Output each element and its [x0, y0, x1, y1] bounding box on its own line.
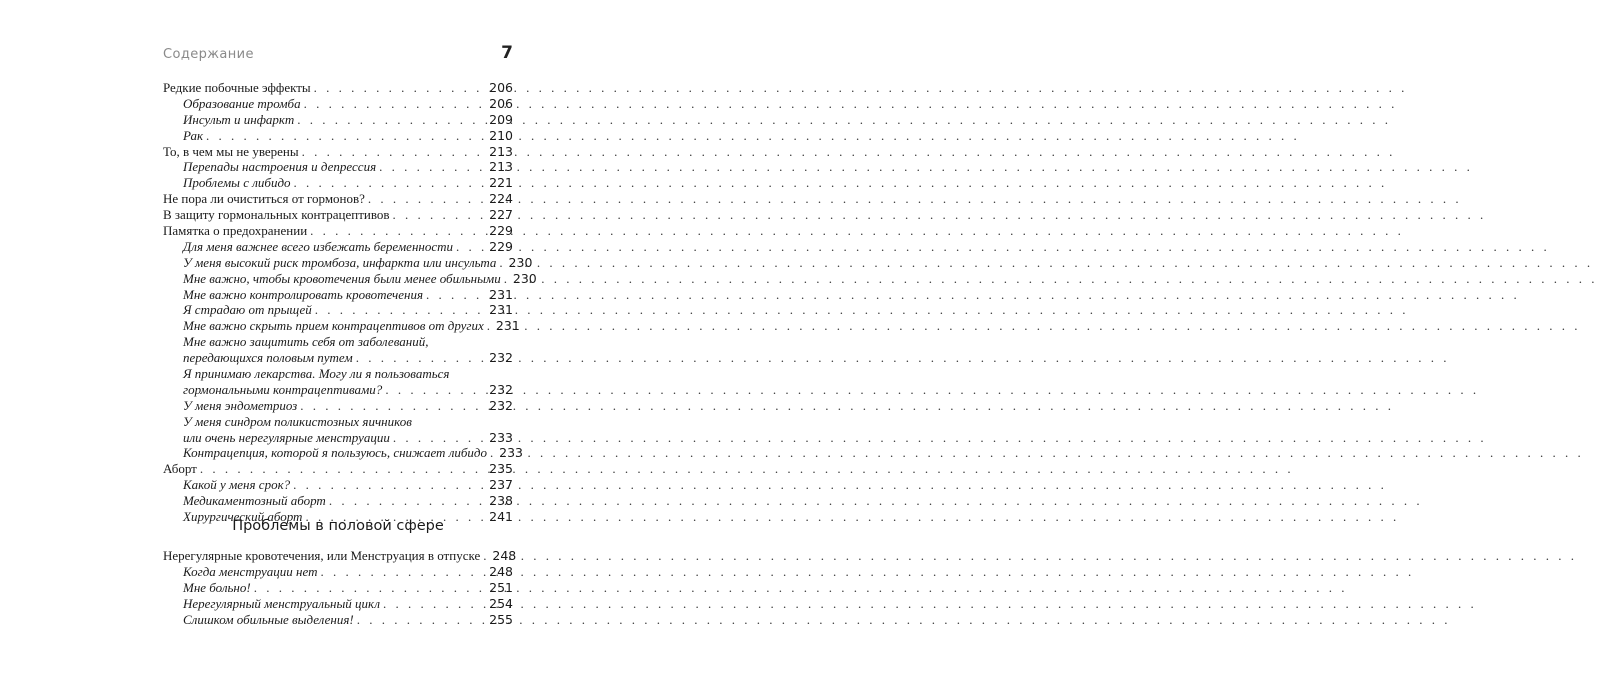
toc-entry-title: То, в чем мы не уверены	[163, 143, 299, 159]
dot-leader	[315, 302, 486, 318]
toc-entry-page: 235	[489, 461, 513, 477]
toc-entry-title: Контрацепция, которой я пользуюсь, снижает либидо	[183, 445, 487, 461]
dot-leader	[379, 159, 486, 175]
dot-leader	[254, 580, 486, 596]
toc-entry	[163, 493, 513, 509]
dot-leader	[200, 461, 486, 477]
dot-leader	[499, 255, 505, 271]
toc-entry	[163, 254, 533, 271]
dot-leader	[368, 191, 486, 207]
toc-entry-page: 238	[489, 493, 513, 509]
dot-leader	[293, 477, 486, 493]
page-number: 7	[501, 43, 513, 63]
toc-entry-title: Нерегулярный менструальный цикл	[183, 595, 381, 611]
toc-entry	[163, 318, 520, 334]
toc-entry-title: Мне важно скрыть прием контрацептивов от других	[183, 318, 484, 334]
toc-entry	[163, 430, 513, 446]
toc-entry-page: 231	[489, 302, 513, 318]
toc-entry	[163, 239, 513, 255]
toc-entry-title: передающихся половым путем	[183, 350, 353, 366]
toc-entry	[163, 548, 517, 564]
dot-leader	[302, 144, 486, 160]
toc-entry-page: 206	[489, 80, 513, 95]
toc-entry-page: 206	[489, 95, 513, 111]
toc-entry	[163, 191, 513, 207]
dot-leader	[206, 128, 486, 144]
toc-entry	[163, 612, 513, 628]
toc-entry-page: 233	[489, 429, 513, 445]
toc-entry-title: В защиту гормональных контрацептивов	[163, 207, 390, 223]
toc-entry	[163, 334, 513, 350]
toc-entry-title: Образование тромба	[183, 95, 301, 111]
toc-entry	[163, 596, 513, 612]
dot-leader	[483, 548, 489, 564]
toc-entry-title: Я страдаю от прыщей	[183, 302, 312, 318]
dot-leader	[490, 445, 496, 461]
toc-entry	[163, 477, 513, 493]
toc-entry	[163, 207, 513, 223]
toc-entry-title: Мне важно, чтобы кровотечения были менее обильными	[183, 270, 501, 286]
toc-entry-page: 210	[489, 127, 513, 143]
toc-entry-title: Не пора ли очиститься от гормонов?	[163, 191, 365, 207]
toc-entry-title: гормональными контрацептивами?	[183, 381, 383, 397]
toc-entry-title: Какой у меня срок?	[183, 477, 291, 493]
toc-entry	[163, 112, 513, 128]
toc-entry-title: У меня высокий риск тромбоза, инфаркта или инсульта	[183, 254, 497, 270]
toc-entry-page: 230	[512, 270, 537, 286]
toc-entry	[163, 302, 513, 318]
dot-leader	[383, 596, 486, 612]
toc-entry	[163, 159, 513, 175]
toc-entry-page: 248	[489, 563, 513, 579]
toc-entry-page: 233	[499, 445, 523, 461]
dot-leader	[329, 493, 486, 509]
table-of-contents	[163, 80, 537, 525]
toc-entry	[163, 128, 513, 144]
dot-leader	[294, 175, 486, 191]
toc-entry-page: 230	[508, 254, 533, 270]
toc-entry	[163, 366, 513, 382]
dot-leader	[385, 382, 486, 398]
table-of-contents-section	[163, 548, 517, 627]
dot-leader	[321, 564, 487, 580]
toc-entry-page: 213	[489, 159, 513, 175]
toc-entry-title: Когда менструации нет	[183, 563, 318, 579]
toc-entry-title: Медикаментозный аборт	[183, 493, 326, 509]
toc-entry-page: 213	[489, 143, 513, 159]
toc-entry-page: 227	[489, 207, 513, 223]
toc-entry-title: Слишком обильные выделения!	[183, 611, 354, 627]
toc-entry	[163, 398, 513, 414]
dot-leader	[487, 318, 493, 334]
dot-leader	[393, 207, 486, 223]
toc-entry-page: 254	[489, 595, 513, 611]
dot-leader	[356, 350, 486, 366]
toc-entry	[163, 414, 513, 430]
dot-leader	[357, 612, 486, 628]
toc-entry-title: Проблемы с либидо	[183, 175, 291, 191]
toc-entry	[163, 270, 537, 287]
toc-entry	[163, 461, 513, 477]
dot-leader	[310, 223, 486, 239]
toc-entry-page: 232	[489, 350, 513, 366]
dot-leader	[393, 430, 486, 446]
toc-entry-title: Мне важно контролировать кровотечения	[183, 286, 424, 302]
toc-entry-page: 251	[489, 579, 513, 595]
toc-entry	[163, 144, 513, 160]
running-title: Содержание	[163, 47, 254, 62]
dot-leader	[314, 80, 486, 96]
toc-entry	[163, 564, 513, 580]
toc-entry-title: Редкие побочные эффекты	[163, 80, 311, 95]
toc-entry-title: или очень нерегулярные менструации	[183, 429, 390, 445]
toc-entry-title: Аборт	[163, 461, 197, 477]
toc-entry-page: 209	[489, 111, 513, 127]
toc-entry	[163, 382, 513, 398]
toc-entry-title: Хирургический аборт	[183, 509, 303, 525]
toc-entry-page: 231	[495, 318, 520, 334]
toc-entry-page: 229	[489, 238, 513, 254]
toc-entry	[163, 287, 513, 303]
toc-entry-title: Нерегулярные кровотечения, или Менструация в отпуске	[163, 548, 481, 563]
dot-leader	[304, 96, 486, 112]
page-header	[163, 43, 513, 69]
toc-entry-title: Для меня важнее всего избежать беременности	[183, 238, 453, 254]
toc-entry-title: Рак	[183, 127, 204, 143]
toc-entry-title: Мне больно!	[183, 579, 251, 595]
toc-entry-page: 255	[489, 611, 513, 627]
toc-entry-title: Я принимаю лекарства. Могу ли я пользоваться	[183, 366, 450, 382]
toc-entry-page: 232	[489, 397, 513, 413]
toc-entry	[163, 350, 513, 366]
section-heading: Проблемы в половой сфере	[232, 518, 444, 534]
toc-entry	[163, 223, 513, 239]
toc-entry-page: 229	[489, 223, 513, 239]
toc-entry-title: Мне важно защитить себя от заболеваний,	[183, 334, 429, 350]
toc-entry-page: 237	[489, 477, 513, 493]
toc-entry-title: Инсульт и инфаркт	[183, 111, 295, 127]
toc-entry-page: 241	[489, 509, 513, 525]
dot-leader	[456, 239, 486, 255]
toc-entry-page: 224	[489, 191, 513, 207]
toc-entry-page: 232	[489, 381, 513, 397]
dot-leader	[426, 287, 486, 303]
toc-entry	[163, 175, 513, 191]
toc-entry-page: 231	[489, 286, 513, 302]
toc-entry	[163, 445, 523, 461]
toc-entry	[163, 80, 513, 96]
toc-entry-page: 248	[492, 548, 517, 563]
toc-entry-title: У меня синдром поликистозных яичников	[183, 413, 412, 429]
dot-leader	[297, 112, 486, 128]
dot-leader	[504, 271, 510, 287]
toc-entry-title: Памятка о предохранении	[163, 223, 308, 239]
toc-entry-page: 221	[489, 175, 513, 191]
toc-entry	[163, 96, 513, 112]
dot-leader	[300, 398, 486, 414]
toc-entry	[163, 580, 513, 596]
toc-entry-title: У меня эндометриоз	[183, 397, 298, 413]
toc-entry-title: Перепады настроения и депрессия	[183, 159, 377, 175]
